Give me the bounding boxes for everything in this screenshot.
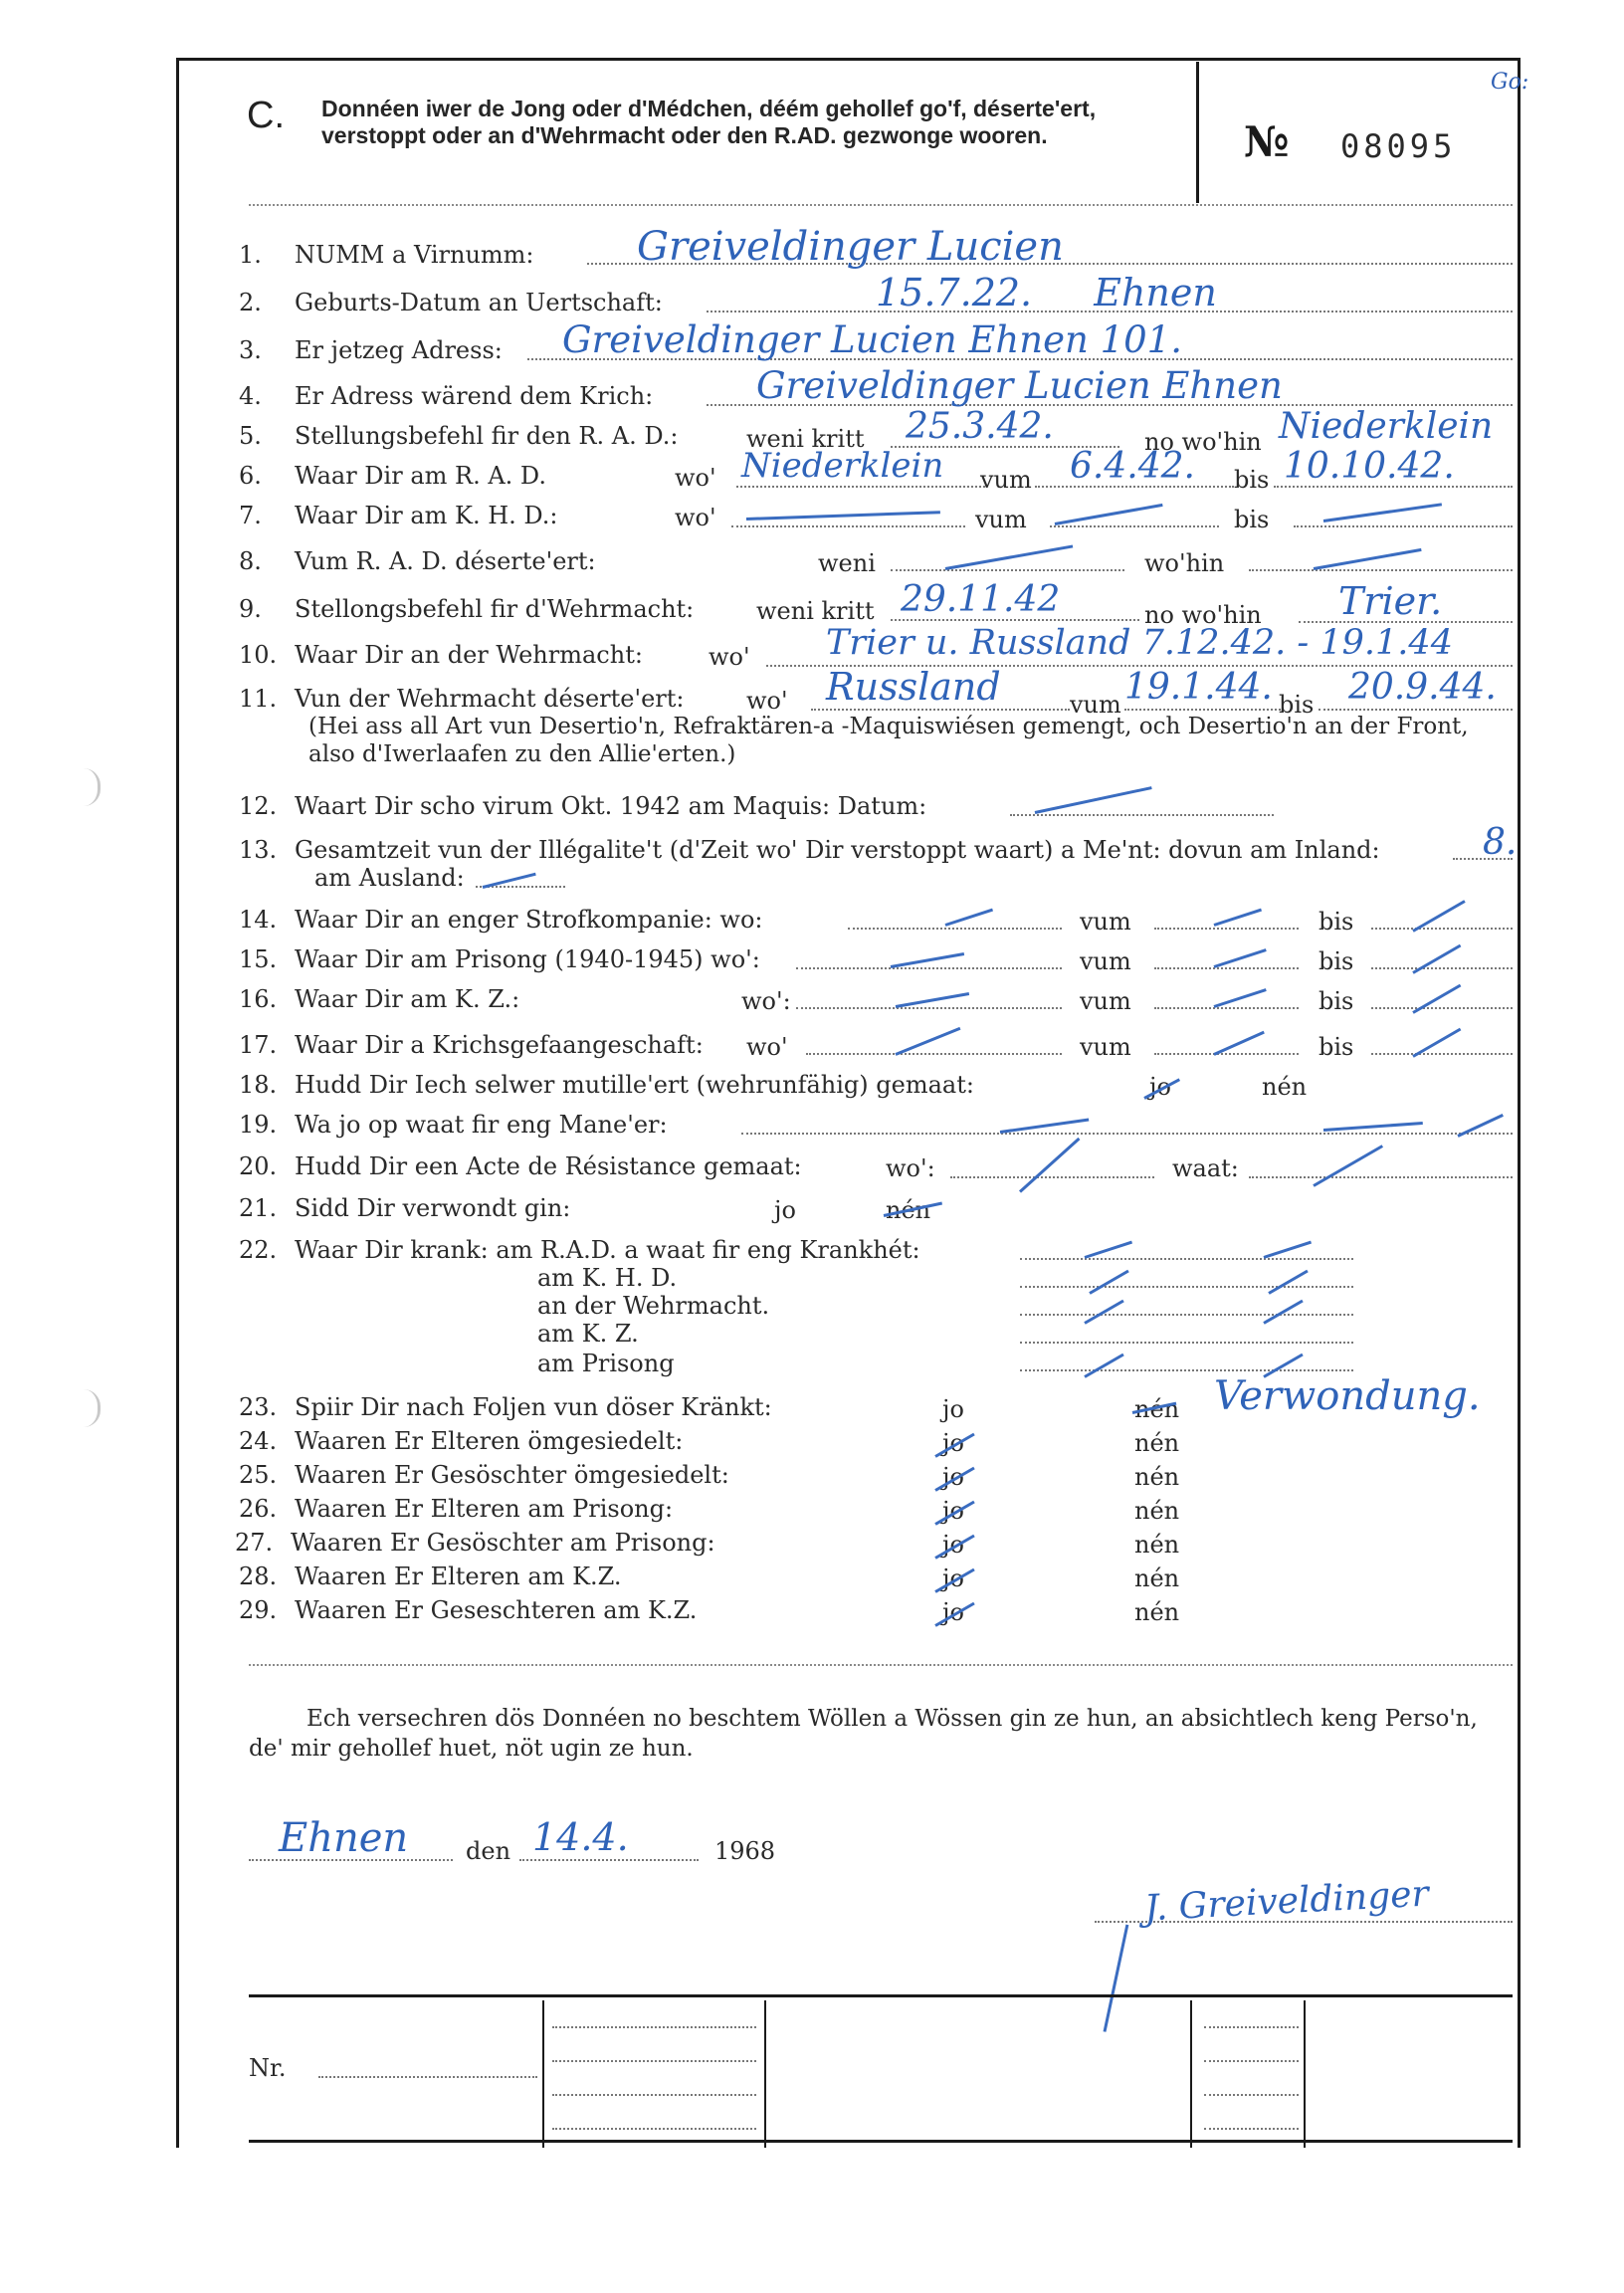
field-14: 14. Waar Dir an enger Strofkompanie: wo: [239, 906, 763, 934]
field-4: 4. Er Adress wärend dem Krich: [239, 382, 654, 410]
field-14-line-a [848, 928, 1062, 930]
field-16-label: Waar Dir am K. Z.: [295, 985, 520, 1013]
field-11-vum: vum [1070, 691, 1121, 719]
field-25: 25. Waaren Er Gesöschter ömgesiedelt: [239, 1461, 729, 1489]
field-1-label: NUMM a Virnumm: [295, 241, 534, 269]
field-28-label: Waaren Er Elteren am K.Z. [295, 1563, 622, 1590]
field-7-line-a [731, 525, 965, 527]
section-header: Donnéen iwer de Jong oder d'Médchen, déém gehollef go'f, déserte'ert, verstoppt oder an d'Wehrmacht oder den R.AD. gezwonge wooren. [321, 96, 1097, 148]
field-29-jo: jo [942, 1598, 964, 1626]
number-label: № [1244, 117, 1290, 166]
field-11-line-b [1124, 709, 1284, 711]
field-21-jo: jo [774, 1196, 796, 1224]
field-11-wo-value: Russland [826, 665, 1001, 709]
field-11-bis-value: 20.9.44. [1348, 667, 1497, 708]
field-11-line-a [811, 709, 1070, 711]
field-7-line-b [1050, 525, 1219, 527]
field-5-wohin-value: Niederklein [1279, 406, 1494, 447]
grid-line-1a [552, 2026, 756, 2028]
field-25-jo: jo [942, 1463, 964, 1491]
field-6: 6. Waar Dir am R. A. D. [239, 462, 546, 490]
field-23-jo: jo [942, 1395, 964, 1423]
field-20-wo: wo': [886, 1154, 935, 1182]
field-25-label: Waaren Er Gesöschter ömgesiedelt: [295, 1461, 729, 1489]
bottom-rule-bottom [249, 2140, 1513, 2143]
field-4-label: Er Adress wärend dem Krich: [295, 382, 654, 410]
field-26-jo: jo [942, 1497, 964, 1525]
field-8-wohin: wo'hin [1144, 549, 1225, 577]
field-18-nen: nén [1262, 1073, 1308, 1101]
field-17: 17. Waar Dir a Krichsgefaangeschaft: [239, 1031, 704, 1059]
field-6-bis: bis [1234, 466, 1270, 494]
date-line [519, 1859, 699, 1861]
field-23-value: Verwondung. [1214, 1373, 1481, 1419]
field-9-weni-value: 29.11.42 [901, 579, 1061, 620]
field-18: 18. Hudd Dir Iech selwer mutille'ert (wehrunfähig) gemaat: [239, 1071, 974, 1099]
field-2-label: Geburts-Datum an Uertschaft: [295, 289, 663, 316]
field-15: 15. Waar Dir am Prisong (1940-1945) wo': [239, 945, 760, 973]
header-rule [249, 204, 1513, 206]
field-21: 21. Sidd Dir verwondt gin: [239, 1194, 571, 1222]
field-26-label: Waaren Er Elteren am Prisong: [295, 1495, 674, 1523]
field-15-bis: bis [1319, 947, 1354, 975]
field-19-line [741, 1133, 1513, 1135]
field-25-nen: nén [1134, 1463, 1180, 1491]
nr-line [318, 2076, 537, 2078]
field-11-line-c [1319, 709, 1513, 711]
field-15-line-b [1154, 967, 1299, 969]
field-29-label: Waaren Er Geseschteren am K.Z. [295, 1596, 698, 1624]
field-8: 8. Vum R. A. D. déserte'ert: [239, 547, 596, 575]
field-24-nen: nén [1134, 1429, 1180, 1457]
field-11-wo: wo' [746, 687, 788, 715]
field-1-value: Greiveldinger Lucien [637, 224, 1064, 270]
field-27-label: Waaren Er Gesöschter am Prisong: [291, 1529, 715, 1557]
field-7-label: Waar Dir am K. H. D.: [295, 502, 558, 529]
field-9-label: Stellongsbefehl fir d'Wehrmacht: [295, 595, 695, 623]
field-22-line-2 [1020, 1286, 1353, 1288]
field-15-label: Waar Dir am Prisong (1940-1945) wo': [295, 945, 760, 973]
field-28-jo: jo [942, 1564, 964, 1592]
field-5-wohin: no wo'hin [1144, 428, 1262, 456]
field-20-waat: waat: [1172, 1154, 1239, 1182]
field-16: 16. Waar Dir am K. Z.: [239, 985, 520, 1013]
field-17-vum: vum [1080, 1033, 1131, 1061]
field-16-bis: bis [1319, 987, 1354, 1015]
field-16-line-a [796, 1007, 1062, 1009]
field-10-label: Waar Dir an der Wehrmacht: [295, 641, 643, 669]
field-15-vum: vum [1080, 947, 1131, 975]
field-11-label: Vun der Wehrmacht déserte'ert: [295, 685, 685, 713]
field-27-nen: nén [1134, 1531, 1180, 1559]
field-14-bis: bis [1319, 908, 1354, 936]
grid-line-2c [1204, 2094, 1299, 2096]
field-24-jo: jo [942, 1429, 964, 1457]
field-20-label: Hudd Dir een Acte de Résistance gemaat: [295, 1152, 802, 1180]
field-11-vum-value: 19.1.44. [1124, 667, 1273, 708]
bottom-grid-divider-1 [542, 2000, 544, 2148]
field-17-line-c [1371, 1053, 1513, 1055]
field-6-bis-value: 10.10.42. [1284, 446, 1455, 487]
field-22-label: Waar Dir krank: am R.A.D. a waat fir eng Krankhét: [295, 1236, 920, 1264]
field-11-note: (Hei ass all Art vun Desertio'n, Refraktären-a -Maquiswiésen gemengt, och Desertio'n an der Front, also d'Iwerlaafen zu den Allie'erten.) [308, 714, 1469, 767]
field-22-line-1 [1020, 1258, 1353, 1260]
field-18-jo: jo [1149, 1073, 1171, 1101]
field-17-label: Waar Dir a Krichsgefaangeschaft: [295, 1031, 704, 1059]
field-2: 2. Geburts-Datum an Uertschaft: [239, 289, 663, 316]
grid-line-1d [552, 2128, 756, 2130]
field-7-bis: bis [1234, 506, 1270, 533]
section-letter: C. [247, 95, 285, 136]
place-value: Ehnen [279, 1815, 409, 1861]
field-5: 5. Stellungsbefehl fir den R. A. D.: [239, 422, 679, 450]
bottom-grid-divider-2 [764, 2000, 766, 2148]
field-14-vum: vum [1080, 908, 1131, 936]
field-3-label: Er jetzeg Adress: [295, 336, 503, 364]
field-6-line-a [736, 486, 985, 488]
punch-hole-top [84, 768, 101, 806]
field-27: 27. Waaren Er Gesöschter am Prisong: [235, 1529, 715, 1557]
field-5-label: Stellungsbefehl fir den R. A. D.: [295, 422, 679, 450]
field-11: 11. Vun der Wehrmacht déserte'ert: [239, 685, 685, 713]
field-7-line-c [1294, 525, 1513, 527]
bottom-grid [249, 2000, 1513, 2148]
field-15-line-a [796, 967, 1062, 969]
grid-line-2d [1204, 2128, 1299, 2130]
field-21-label: Sidd Dir verwondt gin: [295, 1194, 571, 1222]
field-20-line-a [950, 1176, 1154, 1178]
field-22-line-3 [1020, 1314, 1353, 1316]
bottom-grid-divider-3 [1190, 2000, 1192, 2148]
field-14-label: Waar Dir an enger Strofkompanie: wo: [295, 906, 763, 934]
field-28: 28. Waaren Er Elteren am K.Z. [239, 1563, 622, 1590]
field-10: 10. Waar Dir an der Wehrmacht: [239, 641, 643, 669]
field-20: 20. Hudd Dir een Acte de Résistance gemaat: [239, 1152, 802, 1180]
field-17-line-a [806, 1053, 1062, 1055]
field-29-nen: nén [1134, 1598, 1180, 1626]
field-8-label: Vum R. A. D. déserte'ert: [295, 547, 596, 575]
bottom-grid-divider-4 [1304, 2000, 1306, 2148]
field-2-value: 15.7.22. Ehnen [876, 271, 1217, 314]
field-12-line [1010, 814, 1274, 816]
grid-line-1c [552, 2094, 756, 2096]
corner-handwritten-mark: Go: [1491, 70, 1529, 95]
field-4-value: Greiveldinger Lucien Ehnen [756, 364, 1283, 407]
field-10-wo: wo' [709, 643, 750, 671]
den-label: den [466, 1837, 511, 1865]
field-15-line-c [1371, 967, 1513, 969]
field-27-jo: jo [942, 1531, 964, 1559]
field-17-wo: wo' [746, 1033, 788, 1061]
field-9: 9. Stellongsbefehl fir d'Wehrmacht: [239, 595, 695, 623]
field-9-wohin-value: Trier. [1338, 579, 1443, 623]
field-22: 22. Waar Dir krank: am R.A.D. a waat fir eng Krankhét: [239, 1236, 920, 1264]
field-16-vum: vum [1080, 987, 1131, 1015]
year-label: 1968 [714, 1837, 776, 1865]
field-16-line-c [1371, 1007, 1513, 1009]
grid-line-2b [1204, 2060, 1299, 2062]
field-12: 12. Waart Dir scho virum Okt. 1942 am Maquis: Datum: [239, 792, 927, 820]
field-7-vum: vum [975, 506, 1027, 533]
field-18-label: Hudd Dir Iech selwer mutille'ert (wehrunfähig) gemaat: [295, 1071, 974, 1099]
field-26: 26. Waaren Er Elteren am Prisong: [239, 1495, 674, 1523]
field-20-line-b [1249, 1176, 1513, 1178]
field-28-nen: nén [1134, 1564, 1180, 1592]
field-5-weni: weni kritt [746, 425, 865, 453]
field-22-sub-1: am K. H. D. [537, 1264, 678, 1292]
field-10-wo-value: Trier u. Russland 7.12.42. - 19.1.44 [826, 623, 1453, 663]
field-13-label: Gesamtzeit vun der Illégalite't (d'Zeit wo' Dir verstoppt waart) a Me'nt: dovun am Inland: [295, 836, 1380, 864]
field-1: 1. NUMM a Virnumm: [239, 241, 534, 269]
field-19: 19. Wa jo op waat fir eng Mane'er: [239, 1111, 668, 1139]
field-19-label: Wa jo op waat fir eng Mane'er: [295, 1111, 668, 1139]
declaration-text: Ech versechren dös Donnéen no beschtem Wöllen a Wössen gin ze hun, an absichtlech keng Perso'n, de' mir gehollef huet, nöt ugin ze hun. [249, 1706, 1478, 1762]
field-22-sub-2: an der Wehrmacht. [537, 1292, 770, 1320]
field-22-sub-4: am Prisong [537, 1350, 675, 1377]
form-number: 08095 [1340, 127, 1457, 165]
field-22-line-4 [1020, 1342, 1353, 1344]
punch-hole-bottom [84, 1389, 101, 1427]
field-24-label: Waaren Er Elteren ömgesiedelt: [295, 1427, 684, 1455]
field-6-vum: vum [980, 466, 1032, 494]
field-3: 3. Er jetzeg Adress: [239, 336, 503, 364]
field-11-bis: bis [1279, 691, 1315, 719]
field-22-line-5 [1020, 1369, 1353, 1371]
field-6-wo: wo' [675, 464, 716, 492]
field-22-sub-3: am K. Z. [537, 1320, 639, 1348]
field-16-line-b [1154, 1007, 1299, 1009]
field-16-wo: wo': [741, 987, 791, 1015]
grid-line-1b [552, 2060, 756, 2062]
field-9-weni: weni kritt [756, 597, 875, 625]
field-23-nen: nén [1134, 1395, 1180, 1423]
field-7-wo: wo' [675, 504, 716, 531]
field-8-line-a [891, 569, 1124, 571]
date-value: 14.4. [532, 1815, 629, 1859]
field-6-vum-value: 6.4.42. [1070, 446, 1195, 487]
field-13: 13. Gesamtzeit vun der Illégalite't (d'Zeit wo' Dir verstoppt waart) a Me'nt: dovun am Inland: [239, 836, 1380, 864]
field-6-label: Waar Dir am R. A. D. [295, 462, 546, 490]
field-13-ausland: am Ausland: [314, 864, 465, 892]
field-14-line-b [1154, 928, 1299, 930]
grid-line-2a [1204, 2026, 1299, 2028]
field-21-nen: nén [886, 1196, 931, 1224]
bottom-rule-top [249, 1994, 1513, 1997]
field-5-weni-value: 25.3.42. [906, 406, 1054, 447]
field-6-wo-value: Niederklein [741, 446, 944, 486]
lower-rule [249, 1664, 1513, 1666]
field-12-label: Waart Dir scho virum Okt. 1942 am Maquis: Datum: [295, 792, 927, 820]
field-8-line-b [1249, 569, 1513, 571]
field-17-bis: bis [1319, 1033, 1354, 1061]
signature-drawing: J. Greiveldinger [1143, 1873, 1430, 1930]
field-13-value: 8. [1483, 822, 1518, 863]
field-3-value: Greiveldinger Lucien Ehnen 101. [562, 318, 1182, 361]
field-7: 7. Waar Dir am K. H. D.: [239, 502, 558, 529]
header-separator [1196, 62, 1199, 203]
field-14-line-c [1371, 928, 1513, 930]
field-8-weni: weni [818, 549, 876, 577]
field-9-wohin: no wo'hin [1144, 601, 1262, 629]
nr-label: Nr. [249, 2054, 287, 2082]
field-26-nen: nén [1134, 1497, 1180, 1525]
field-29: 29. Waaren Er Geseschteren am K.Z. [239, 1596, 698, 1624]
field-23-label: Spiir Dir nach Foljen vun döser Kränkt: [295, 1393, 772, 1421]
field-17-line-b [1154, 1053, 1299, 1055]
field-23: 23. Spiir Dir nach Foljen vun döser Kränkt: [239, 1393, 772, 1421]
field-24: 24. Waaren Er Elteren ömgesiedelt: [239, 1427, 684, 1455]
